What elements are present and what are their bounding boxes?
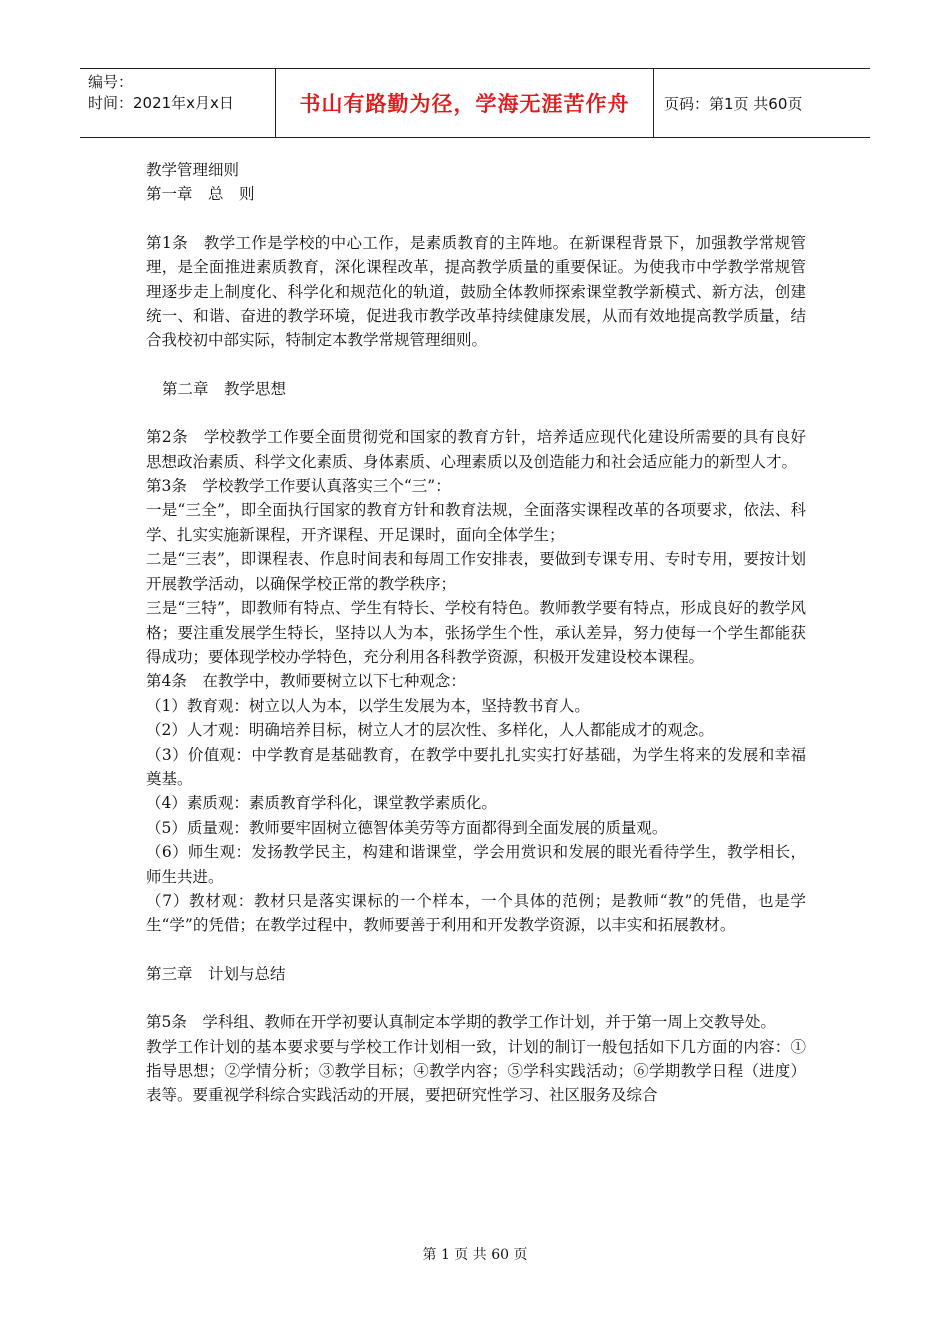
- header-page-cell: [654, 69, 870, 137]
- chapter-heading: 第三章 计划与总结: [146, 964, 286, 983]
- article-3-item: 一是“三全”，即全面执行国家的教育方针和教育法规，全面落实课程改革的各项要求，依法、科学、扎实实施新课程，开齐课程、开足课时，面向全体学生；: [146, 501, 806, 544]
- article-3-item: 三是“三特”，即教师有特点、学生有特长、学校有特色。教师教学要有特点，形成良好的教学风格；要注重发展学生特长，坚持以人为本，张扬学生个性，承认差异，努力使每一个学生都能获得成功；要体现学校办学特色，充分利用各科教学资源，积极开发建设校本课程。: [146, 599, 806, 666]
- article-2: 第2条 学校教学工作要全面贯彻党和国家的教育方针，培养适应现代化建设所需要的具有良好思想政治素质、科学文化素质、身体素质、心理素质以及创造能力和社会适应能力的新型人才。: [146, 428, 806, 471]
- document-body: [146, 158, 806, 1108]
- time-label: 时间：2021年x月x日: [88, 94, 234, 112]
- motto-text: 书山有路勤为径，学海无涯苦作舟: [299, 92, 630, 116]
- chapter-heading: 第二章 教学思想: [162, 379, 287, 398]
- article-5: 第5条 学科组、教师在开学初要认真制定本学期的教学工作计划，并于第一周上交教导处。: [146, 1013, 776, 1032]
- article-1: 第1条 教学工作是学校的中心工作，是素质教育的主阵地。在新课程背景下，加强教学常规管理，是全面推进素质教育，深化课程改革，提高教学质量的重要保证。为使我市中学教学常规管理逐步走上制度化、科学化和规范化的轨道，鼓励全体教师探索课堂教学新模式、新方法，创建统一、和谐、奋进的教学环境，促进我市教学改革持续健康发展，从而有效地提高教学质量，结合我校初中部实际，特制定本教学常规管理细则。: [146, 233, 806, 350]
- page-footer: 第 1 页 共 60 页: [422, 1247, 528, 1263]
- article-3: 第3条 学校教学工作要认真落实三个“三”：: [146, 477, 451, 496]
- doc-title: 教学管理细则: [146, 161, 240, 179]
- article-4-item: （4）素质观：素质教育学科化，课堂教学素质化。: [146, 794, 497, 813]
- article-4-item: （1）教育观：树立以人为本，以学生发展为本，坚持教书育人。: [146, 696, 590, 715]
- article-4-item: （6）师生观：发扬教学民主，构建和谐课堂，学会用赏识和发展的眼光看待学生，教学相长，师生共进。: [146, 843, 806, 886]
- header-meta-cell: [80, 69, 276, 137]
- page-header: [80, 68, 870, 138]
- page-code: 页码：第1页 共60页: [664, 94, 803, 113]
- article-4-item: （7）教材观：教材只是落实课标的一个样本，一个具体的范例；是教师“教”的凭借，也是学生“学”的凭借；在教学过程中，教师要善于利用和开发教学资源，以丰实和拓展教材。: [146, 891, 806, 935]
- article-4-item: （5）质量观：教师要牢固树立德智体美劳等方面都得到全面发展的质量观。: [146, 818, 668, 837]
- article-3-item: 二是“三表”，即课程表、作息时间表和每周工作安排表，要做到专课专用、专时专用，要按计划开展教学活动，以确保学校正常的教学秩序；: [146, 550, 806, 593]
- article-4-item: （2）人才观：明确培养目标，树立人才的层次性、多样化，人人都能成才的观念。: [146, 721, 714, 740]
- number-label: 编号：: [88, 73, 134, 91]
- article-4-item: （3）价值观：中学教育是基础教育，在教学中要扎扎实实打好基础，为学生将来的发展和幸福奠基。: [146, 745, 806, 788]
- article-5-body: 教学工作计划的基本要求要与学校工作计划相一致，计划的制订一般包括如下几方面的内容：①指导思想；②学情分析；③教学目标；④教学内容；⑤学科实践活动；⑥学期教学日程（进度）表等。要重视学科综合实践活动的开展，要把研究性学习、社区服务及综合: [146, 1037, 806, 1105]
- chapter-heading: 第一章 总 则: [146, 185, 255, 204]
- header-motto-cell: [276, 69, 654, 137]
- article-4: 第4条 在教学中，教师要树立以下七种观念：: [146, 672, 466, 691]
